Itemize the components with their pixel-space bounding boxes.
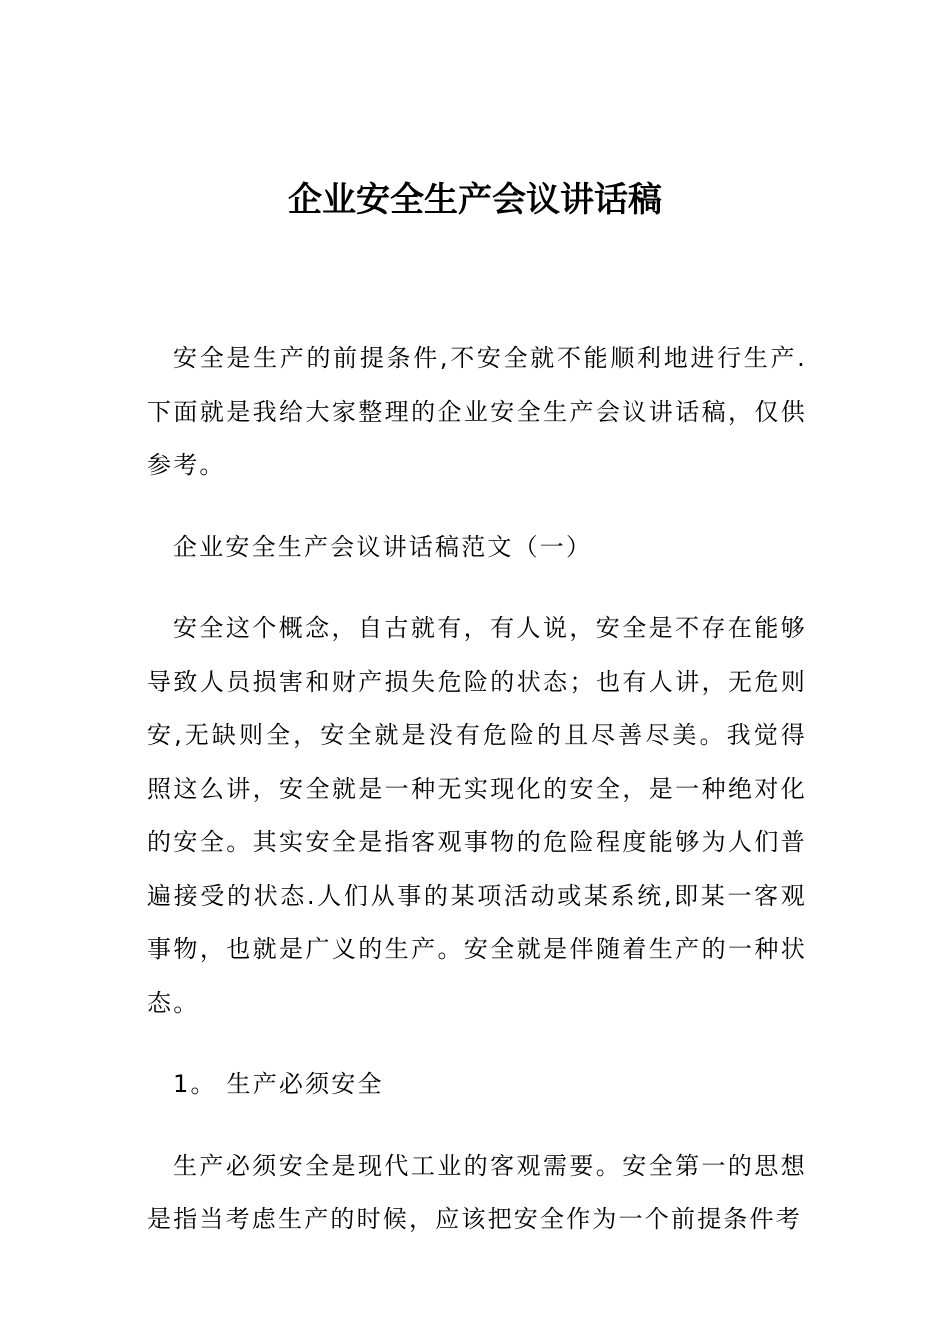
document-title: 企业安全生产会议讲话稿 xyxy=(288,180,662,220)
document-body xyxy=(147,332,807,1247)
numbered-heading: 1。 生产必须安全 xyxy=(173,1070,384,1098)
body-paragraph: 安全这个概念，自古就有，有人说，安全是不存在能够导致人员损害和财产损失危险的状态；也有人讲，无危则安,无缺则全，安全就是没有危险的且尽善尽美。我觉得照这么讲，安全就是一种无实现化的安全，是一种绝对化的安全。其实安全是指客观事物的危险程度能够为人们普遍接受的状态.人们从事的某项活动或某系统,即某一客观事物，也就是广义的生产。安全就是伴随着生产的一种状态。 xyxy=(147,614,807,1017)
body-paragraph: 生产必须安全是现代工业的客观需要。安全第一的思想是指当考虑生产的时候，应该把安全作为一个前提条件考 xyxy=(147,1151,807,1233)
intro-paragraph: 安全是生产的前提条件,不安全就不能顺利地进行生产.下面就是我给大家整理的企业安全生产会议讲话稿，仅供参考。 xyxy=(147,344,807,479)
section-heading: 企业安全生产会议讲话稿范文（一） xyxy=(173,532,593,561)
